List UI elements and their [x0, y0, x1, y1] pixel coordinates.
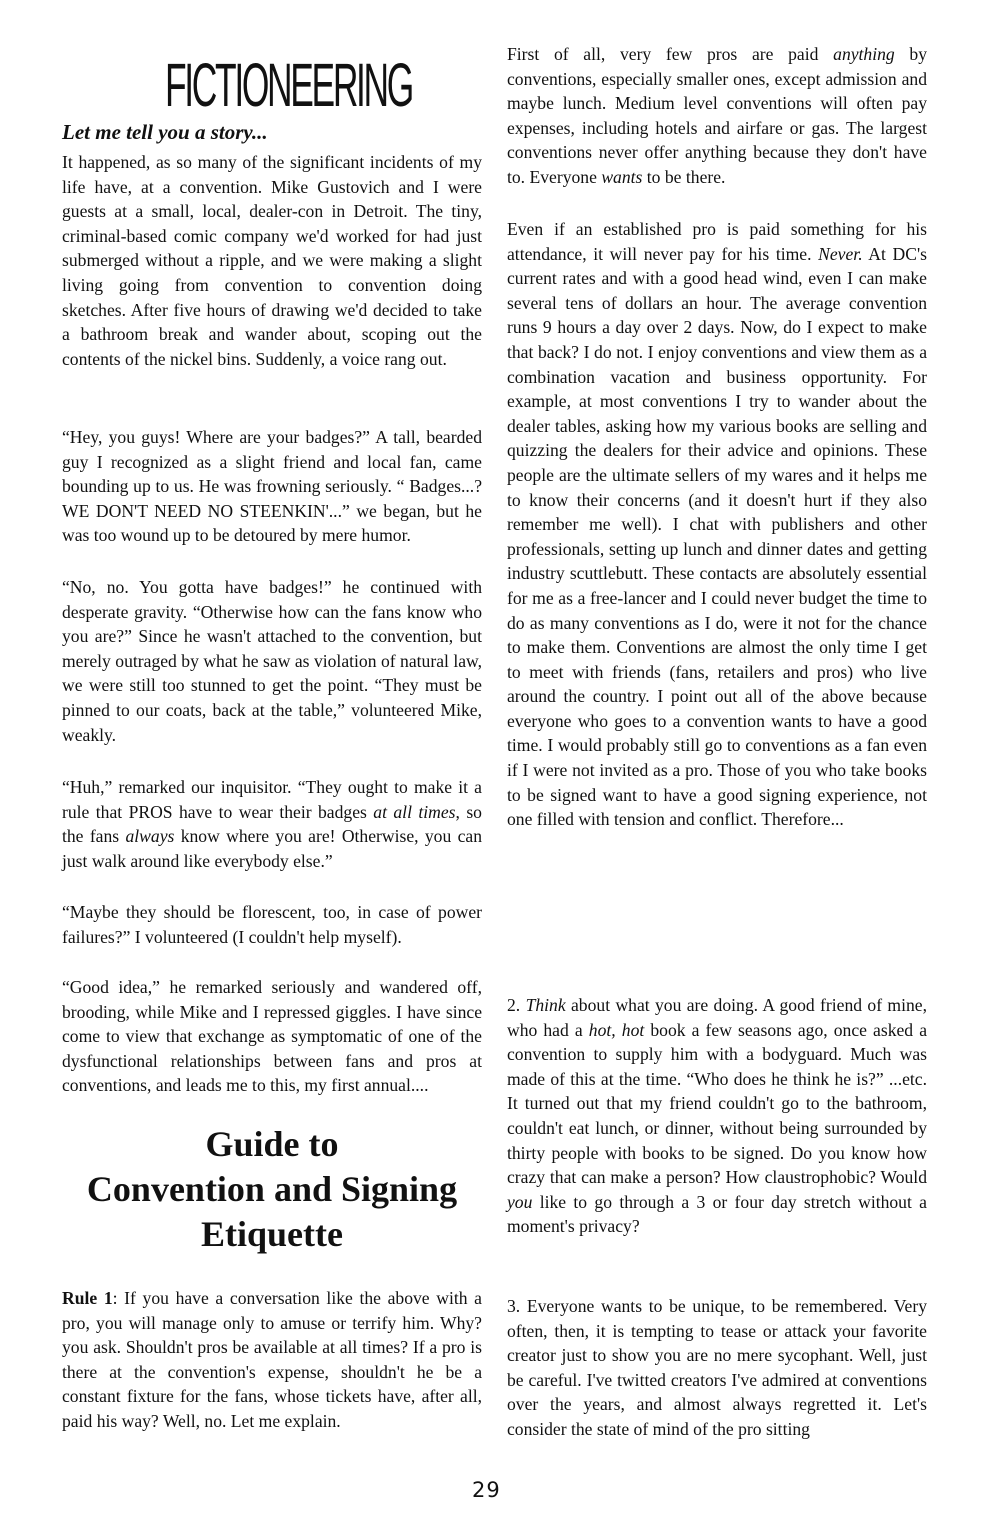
- rule-1-paragraph: Rule 1: If you have a conversation like the above with a pro, you will manage only to amuse or terrify him. Why? you ask. Shouldn't pros be available at all times? If a pro is there at the convention's expense, shouldn't he be a constant fixture for the fans, whose tickets have, after all, paid his way? Well, no. Let me explain.: [62, 1288, 482, 1431]
- paragraph: 3. Everyone wants to be unique, to be remembered. Very often, then, it is tempting to tease or attack your favorite creator just to show you are no mere sycophant. Well, just be careful. I've twitted creators I've admired at conventions over the years, and almost always regretted it. Let's consider the state of mind of the pro sitting: [507, 1296, 927, 1439]
- paragraph: Even if an established pro is paid something for his attendance, it will never pay for his time. Never. At DC's current rates and with a good head wind, even I can make several tens of dollars an hour. The average convention runs 9 hours a day over 2 days. Now, do I expect to make that back? I do not. I enjoy conventions and view them as a combination vacation and business opportunity. For example, at most conventions I try to wander about the dealer tables, asking how my various books are selling and quizzing the dealers for their advice and opinions. These people are the ultimate sellers of my wares and it helps me to know their concerns (and it doesn't hurt if they also remember me well). I chat with publishers and other professionals, setting up lunch and dinner dates and getting industry scuttlebutt. These contacts are absolutely essential for me as a free-lancer and I could never budget the time to do as many conventions as I do, were it not for the chance to make them. Conventions are almost the only time I get to meet with friends (fans, retailers and pros) who live around the country. I point out all of the above because everyone who goes to a convention wants to have a good time. I would probably still go to conventions as a fan even if I were not invited as a pro. Those of you who take books to be signed want to have a good signing experience, not one filled with tension and conflict. Therefore...: [507, 219, 927, 830]
- paragraph: First of all, very few pros are paid anything by conventions, especially smaller ones, except admission and maybe lunch. Medium level conventions will often pay expenses, including hotels and airfare or gas. The largest conventions never offer anything because they don't have to. Everyone wants to be there.: [507, 44, 928, 187]
- paragraph: It happened, as so many of the significant incidents of my life have, at a convention. Mike Gustovich and I were guests at a small, local, dealer-con in Detroit. The tiny, criminal-based comic company we'd worked for had just submerged without a ripple, and we were making a slight living going from convention to convention doing sketches. After five hours of drawing we'd decided to take a bathroom break and wander about, scoping out the contents of the nickel bins. Suddenly, a voice rang out.: [62, 152, 482, 369]
- guide-title-line: Etiquette: [201, 1214, 343, 1254]
- guide-title: [62, 1122, 482, 1257]
- paragraph: “Huh,” remarked our inquisitor. “They ought to make it a rule that PROS have to wear their badges at all times, so the fans always know where you are! Otherwise, you can just walk around like everybody else.”: [62, 777, 482, 871]
- kicker-heading: Let me tell you a story...: [62, 120, 268, 144]
- rule-1-label: Rule 1: [62, 1288, 113, 1308]
- paragraph: “Hey, you guys! Where are your badges?” A tall, bearded guy I recognized as a slight friend and local fan, came bounding up to us. He was frowning seriously. “ Badges...? WE DON'T NEED NO STEENKIN'...” we began, but he was too wound up to be detoured by mere humor.: [62, 427, 482, 546]
- guide-title-line: Convention and Signing: [86, 1169, 458, 1209]
- paragraph: “Maybe they should be florescent, too, in case of power failures?” I volunteered (I couldn't help myself).: [62, 902, 482, 947]
- page-number: 29: [472, 1478, 501, 1502]
- masthead-title: FICTIONEERING: [165, 51, 412, 119]
- paragraph: 2. Think about what you are doing. A good friend of mine, who had a hot, hot book a few seasons ago, once asked a convention to supply him with a bodyguard. Much was made of this at the time. “Who does he think he is?” ...etc. It turned out that my friend couldn't go to the bathroom, couldn't eat lunch, or dinner, without being surrounded by thirty people with books to be signed. Do you know how crazy that can make a person? How claustrophobic? Would you like to go through a 3 or four day stretch without a moment's privacy?: [507, 995, 927, 1237]
- paragraph: “No, no. You gotta have badges!” he continued with desperate gravity. “Otherwise how can the fans know who you are?” Since he wasn't attached to the convention, but merely outraged by what he saw as violation of natural law, we were still too stunned to get the point. “They must be pinned to our coats, back at the table,” volunteered Mike, weakly.: [62, 577, 482, 745]
- guide-title-line: Guide to: [205, 1124, 339, 1164]
- paragraph: “Good idea,” he remarked seriously and wandered off, brooding, while Mike and I repressed giggles. I have since come to view that exchange as symptomatic of one of the dysfunctional relationships between fans and pros at conventions, and leads me to this, my first annual....: [62, 977, 482, 1096]
